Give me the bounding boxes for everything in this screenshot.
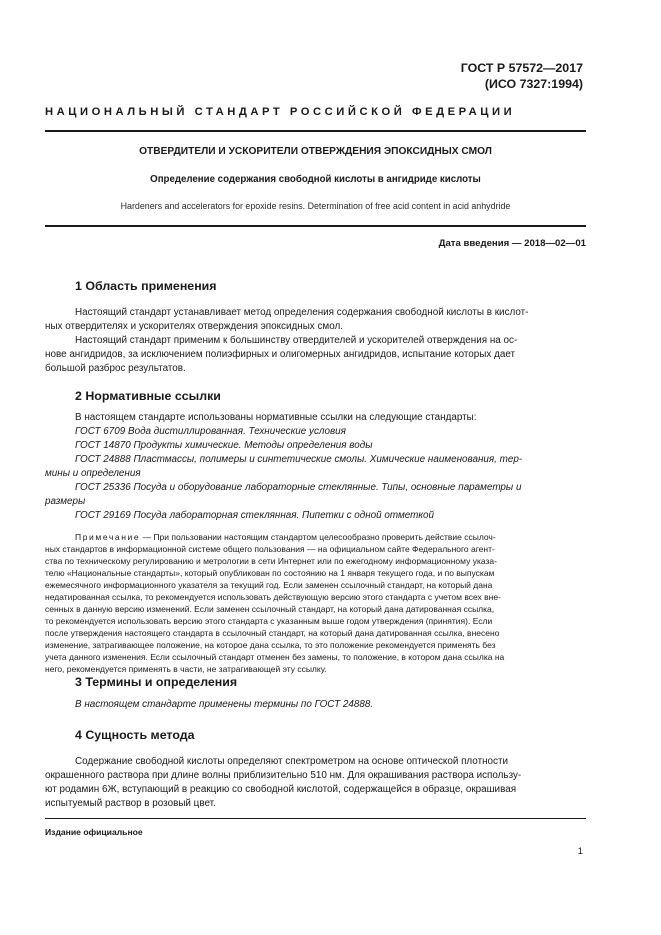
standard-code [461,60,583,92]
note-line: ных стандартов в информационной системе общего пользования — на официальном сайте Федерального агент- [45,544,495,554]
reference-line: ГОСТ 24888 Пластмассы, полимеры и синтетические смолы. Химические наименования, тер- [75,454,523,465]
reference-line: размеры [45,496,86,507]
paragraph-line: ных отвердителях и ускорителях отверждения эпоксидных смол. [45,321,343,332]
section-heading-method-principle: 4 Сущность метода [75,728,195,742]
note-line: учета данного изменения. Если ссылочный стандарт отменен без замены, то положение, в котором дана ссылка на [45,652,505,662]
section-heading-normative-references: 2 Нормативные ссылки [75,389,221,403]
note-line: ежемесячного информационного указателя за текущий год. Если заменен ссылочный стандарт, на который дана [45,580,493,590]
title-rule [45,225,586,227]
reference-line: ГОСТ 6709 Вода дистиллированная. Технические условия [75,426,346,437]
paragraph-line: большой разброс результатов. [45,363,186,374]
note-line: то рекомендуется использовать версию этого стандарта с указанным выше годом утверждения (принятия). Если [45,616,493,626]
section-heading-terms: 3 Термины и определения [75,675,238,689]
note-line: после утверждения настоящего стандарта в ссылочный стандарт, на который дана датированная ссылка, внесено [45,628,500,638]
paragraph-line: нове ангидридов, за исключением полиэфирных и олигомерных ангидридов, испытание которых дает [45,349,516,360]
paragraph-line: окрашенного раствора при длине волны приблизительно 510 нм. Для окрашивания раствора использу- [45,770,522,781]
standard-code-iso: (ИСО 7327:1994) [484,77,583,91]
national-standard-banner: НАЦИОНАЛЬНЫЙ СТАНДАРТ РОССИЙСКОЙ ФЕДЕРАЦИИ [45,106,516,118]
note-line: телю «Национальные стандарты», который опубликован по состоянию на 1 января текущего года, и по выпускам [45,568,495,578]
note-label: Примечание [75,532,141,542]
reference-line: ГОСТ 14870 Продукты химические. Методы определения воды [75,440,373,451]
paragraph-line: В настоящем стандарте использованы нормативные ссылки на следующие стандарты: [75,412,477,423]
official-edition-label: Издание официальное [45,827,143,837]
reference-line: мины и определения [45,468,141,479]
footer-rule [45,818,586,819]
page-number: 1 [577,846,583,857]
reference-line: ГОСТ 29169 Посуда лабораторная стеклянная. Пипетки с одной отметкой [75,510,435,521]
section-heading-scope: 1 Область применения [75,279,217,293]
paragraph-line: ют родамин 6Ж, вступающий в реакцию со свободной кислотой, содержащейся в образце, окрашивая [45,784,517,795]
header-rule [45,130,586,132]
english-title: Hardeners and accelerators for epoxide resins. Determination of free acid content in acid anhydride [120,201,511,211]
standard-code-gost: ГОСТ Р 57572—2017 [460,61,583,75]
note-first-line [75,532,496,542]
note-line: сенных в данную версию изменений. Если заменен ссылочный стандарт, на который дана датированная ссылка, [45,604,495,614]
paragraph-line: испытуемый раствор в розовый цвет. [45,798,216,809]
paragraph-line: В настоящем стандарте применены термины по ГОСТ 24888. [75,699,374,710]
paragraph-line: Настоящий стандарт устанавливает метод определения содержания свободной кислоты в кислот- [75,307,529,318]
note-text: — При пользовании настоящим стандартом целесообразно проверить действие ссылоч- [140,532,496,542]
note-line: изменение, затрагивающее положение, на которое дана ссылка, то это положение рекомендуется применять без [45,640,496,650]
document-title: ОТВЕРДИТЕЛИ И УСКОРИТЕЛИ ОТВЕРЖДЕНИЯ ЭПОКСИДНЫХ СМОЛ [139,146,492,157]
note-line: него, рекомендуется применять в части, не затрагивающей эту ссылку. [45,664,327,674]
introduction-date: Дата введения — 2018—02—01 [438,238,586,249]
reference-line: ГОСТ 25336 Посуда и оборудование лабораторные стеклянные. Типы, основные параметры и [75,482,522,493]
note-line: ства по техническому регулированию и метрологии в сети Интернет или по ежегодному информационному указа- [45,556,497,566]
paragraph-line: Содержание свободной кислоты определяют спектрометром на основе оптической плотности [75,756,509,767]
note-line: недатированная ссылка, то рекомендуется использовать действующую версию этого стандарта с учетом всех вне- [45,592,501,602]
document-subtitle: Определение содержания свободной кислоты в ангидриде кислоты [150,174,481,185]
paragraph-line: Настоящий стандарт применим к большинству отвердителей и ускорителей отверждения на ос- [75,335,518,346]
